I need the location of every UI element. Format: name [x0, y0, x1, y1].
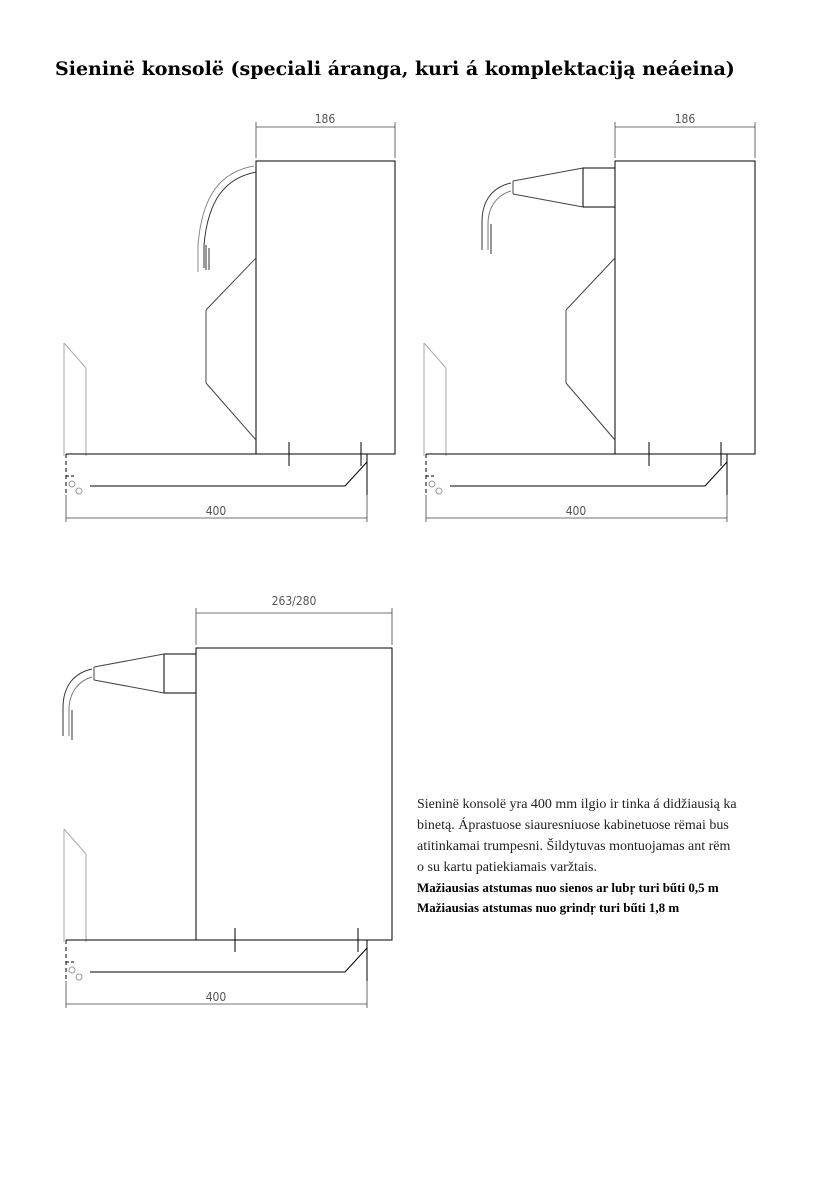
- figure-1: [64, 112, 395, 522]
- heater-body: [256, 161, 395, 454]
- figure-2: [424, 112, 755, 522]
- dimension-label-top: 186: [674, 112, 696, 126]
- wall-bracket: [206, 258, 256, 440]
- dimension-top: [256, 122, 395, 158]
- wall-bracket: [566, 258, 615, 440]
- description-line: Sieninë konsolë yra 400 mm ilgio ir tinka á didžiausią ka: [417, 797, 737, 812]
- dimension-top: [615, 122, 755, 158]
- rail: [426, 442, 755, 495]
- connector-box: [164, 654, 196, 693]
- dimension-label-top: 263/280: [271, 594, 317, 608]
- description-line: o su kartu patiekiamais varžtais.: [417, 860, 597, 875]
- heater-body: [196, 648, 392, 940]
- hose: [482, 183, 511, 254]
- funnel: [94, 654, 164, 693]
- wall-mount: [424, 343, 446, 456]
- description-block: [417, 794, 837, 918]
- connector-box: [583, 168, 615, 207]
- hose: [198, 166, 256, 272]
- wall-mount: [64, 343, 86, 456]
- note-line: Mažiausias atstumas nuo grindŗ turi bűti 1,8 m: [417, 900, 680, 915]
- note-line: Mažiausias atstumas nuo sienos ar lubŗ turi bűti 0,5 m: [417, 880, 719, 895]
- dimension-label-bottom: 400: [565, 504, 587, 518]
- rail: [66, 442, 395, 495]
- hose: [63, 669, 92, 740]
- heater-body: [615, 161, 755, 454]
- funnel: [513, 168, 583, 207]
- figure-3: [63, 594, 392, 1008]
- dimension-label-bottom: 400: [205, 990, 227, 1004]
- wall-mount: [64, 829, 86, 942]
- dimension-label-bottom: 400: [205, 504, 227, 518]
- rail: [66, 928, 392, 981]
- dimension-label-top: 186: [314, 112, 336, 126]
- description-line: atitinkamai trumpesni. Šildytuvas montuojamas ant rëm: [417, 839, 731, 854]
- dimension-top: [196, 608, 392, 645]
- page-title: Sieninë konsolë (speciali áranga, kuri á komplektaciją neáeina): [55, 58, 735, 80]
- description-line: binetą. Áprastuose siauresniuose kabinetuose rëmai bus: [417, 818, 729, 833]
